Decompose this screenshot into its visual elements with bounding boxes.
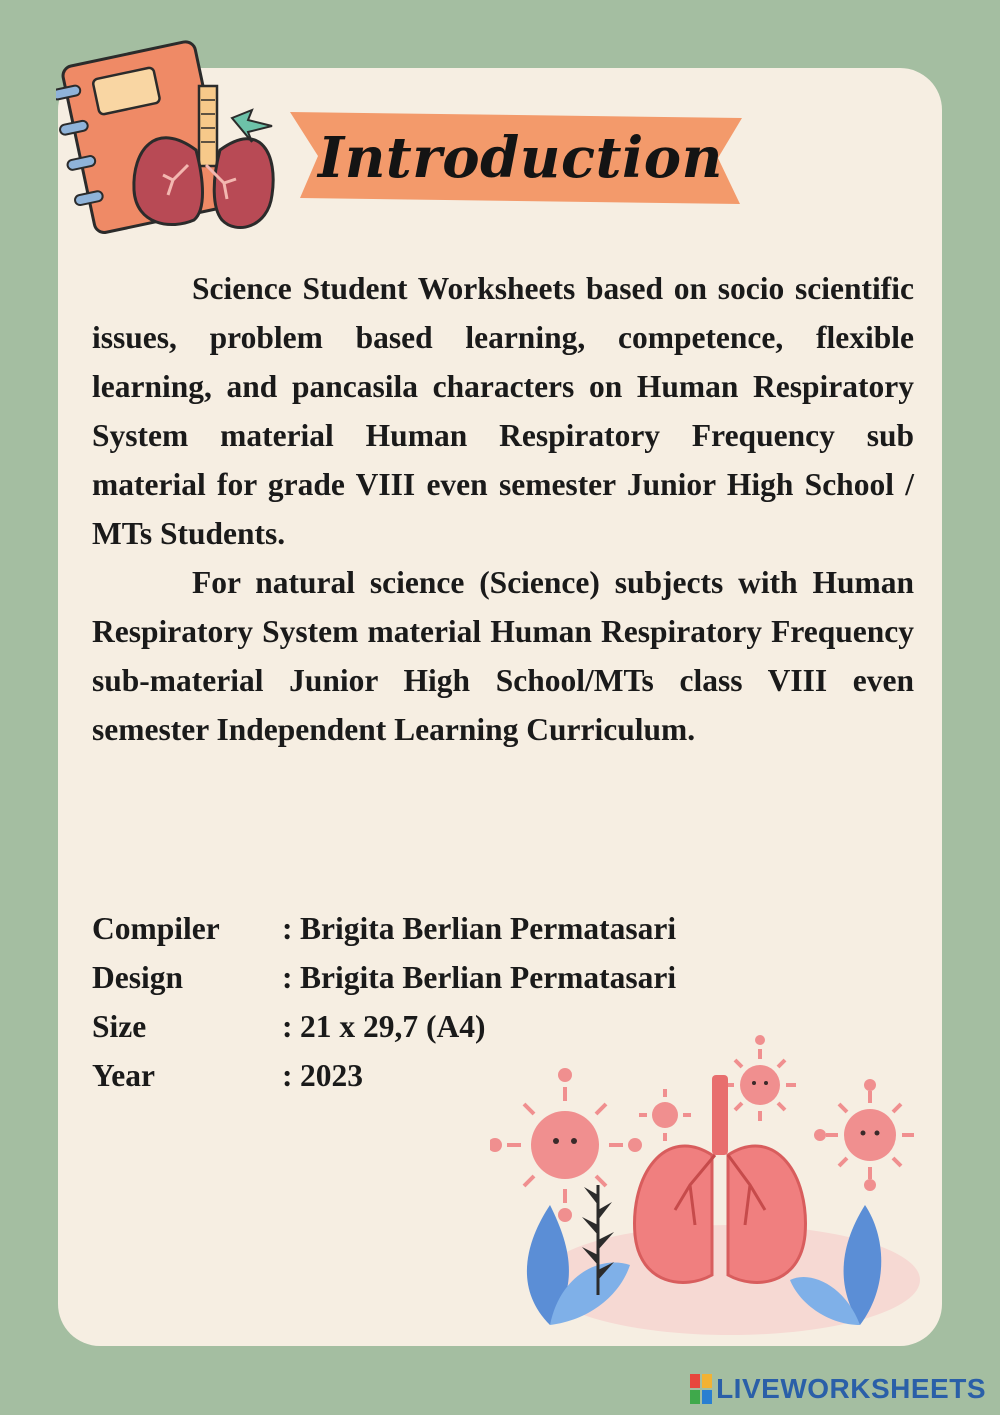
- info-value: Brigita Berlian Permatasari: [300, 960, 677, 995]
- intro-paragraph-2: For natural science (Science) subjects with Human Respiratory System material Human Respiratory Frequency sub-material Junior High School/MTs class VIII even semester Independent Learning Curriculum.: [92, 565, 914, 747]
- info-label: Design: [92, 960, 184, 995]
- info-label: Year: [92, 1058, 155, 1093]
- info-value: Brigita Berlian Permatasari: [300, 911, 677, 946]
- info-row-design: [92, 953, 676, 1002]
- watermark-text: LIVEWORKSHEETS: [716, 1373, 986, 1404]
- info-row-compiler: [92, 904, 676, 953]
- lungs-virus-illustration: [490, 1035, 920, 1345]
- info-value: 21 x 29,7 (A4): [300, 1009, 486, 1044]
- info-separator: :: [282, 1058, 293, 1093]
- page-title: Introduction: [318, 125, 723, 191]
- info-label: Compiler: [92, 911, 220, 946]
- info-label: Size: [92, 1009, 147, 1044]
- notebook-lungs-icon: [56, 30, 286, 240]
- info-value: 2023: [300, 1058, 363, 1093]
- liveworksheets-watermark: [690, 1373, 986, 1405]
- info-separator: :: [282, 960, 293, 995]
- intro-paragraph-1: Science Student Worksheets based on socio scientific issues, problem based learning, competence, flexible learning, and pancasila characters on Human Respiratory System material Human Respiratory Frequency sub material for grade VIII even semester Junior High School / MTs Students.: [92, 271, 914, 551]
- info-separator: :: [282, 1009, 293, 1044]
- info-separator: :: [282, 911, 293, 946]
- liveworksheets-logo-icon: [690, 1374, 712, 1404]
- introduction-body: [92, 264, 914, 754]
